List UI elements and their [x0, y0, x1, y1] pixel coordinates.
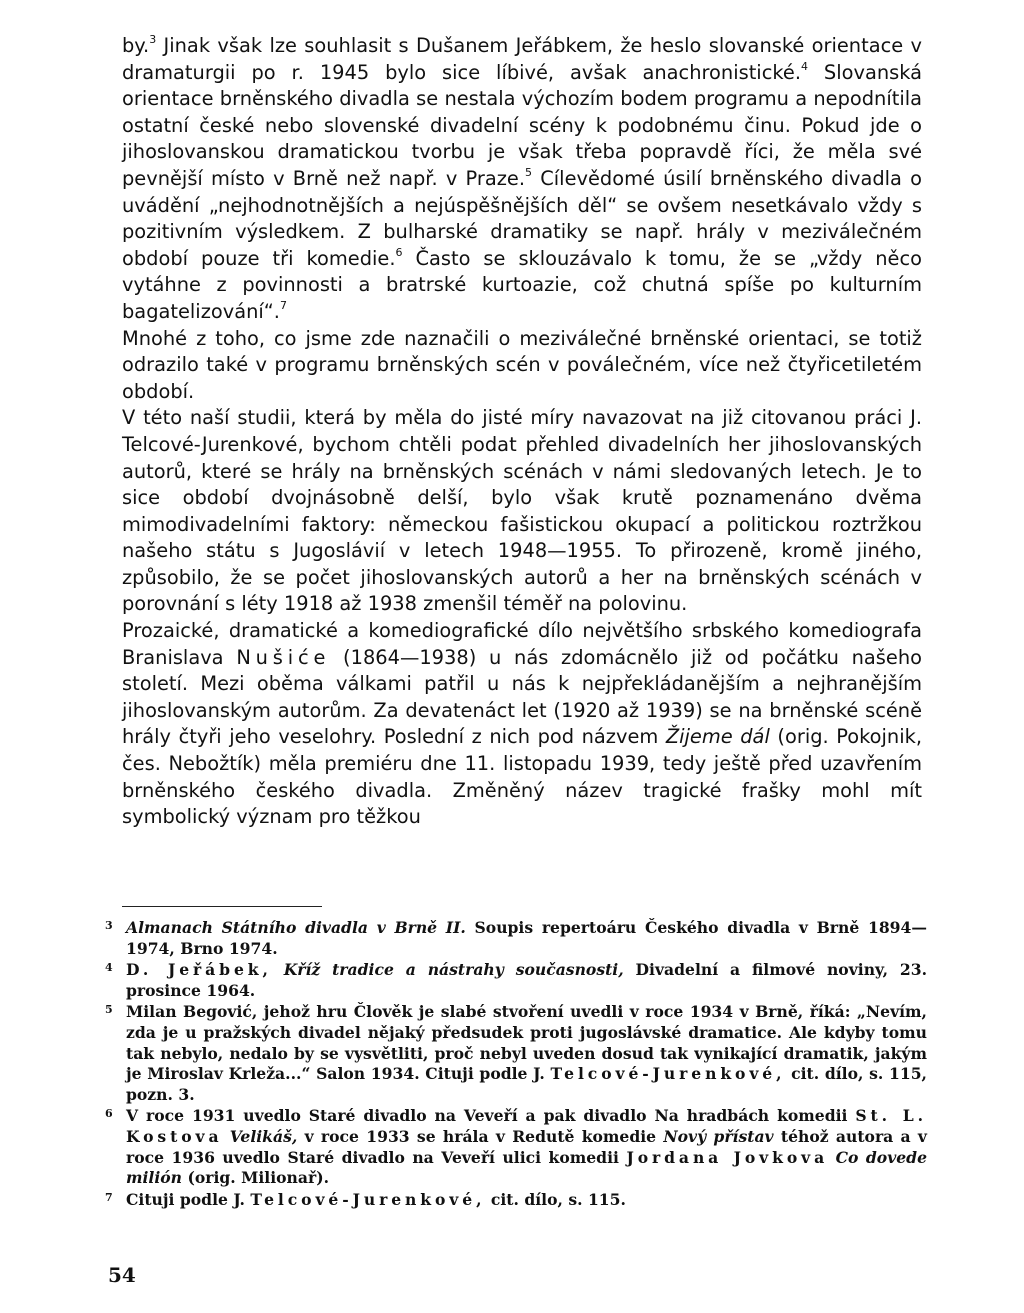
paragraph-2: Mnohé z toho, co jsme zde naznačili o meziválečné brněnské orientaci, se totiž odrazilo také v programu brněnských scén v poválečném, více než čtyřicetiletém období. [122, 326, 922, 403]
page-body [122, 33, 922, 831]
footnote-author: St. L. Kostova [126, 1106, 927, 1146]
footnote-number: 3 [105, 919, 113, 932]
footnote-text: cit. dílo, s. 115, pozn. 3. [126, 1064, 927, 1104]
footnote-4 [105, 960, 927, 1001]
footnote-text: cit. dílo, s. 115. [485, 1189, 626, 1209]
footnote-7 [105, 1190, 927, 1211]
footnote-ref: 6 [395, 245, 403, 259]
footnote-number: 5 [105, 1003, 113, 1017]
footnote-divider [122, 906, 322, 907]
text-run: Slovanská orientace brněnského divadla se nestala výchozím bodem programu a nepodnítila ostatní české nebo slovenské divadelní scény k podobnému činu. Pokud jde o jihoslovanskou dramatickou tvorbu je však třeba popravdě říci, že měla své pevnější místo v Brně než např. v Praze. [122, 60, 922, 190]
footnote-ref: 5 [525, 165, 533, 179]
footnote-text: téhož autora a v roce 1936 uvedlo Staré divadlo na Veveří ulici komedii [126, 1126, 927, 1167]
footnote-title: Kříž tradice a nástrahy současnosti, [283, 960, 624, 980]
footnote-number: 4 [105, 961, 113, 975]
spaced-author-name: Nušiće [236, 645, 331, 669]
footnote-title: Velikáš, [229, 1126, 298, 1146]
footnote-text: Soupis repertoáru Českého divadla v Brně 1894—1974, Brno 1974. [126, 918, 927, 958]
text-run: (orig. Pokojnik, čes. Nebožtík) měla premiéru dne 11. listopadu 1939, tedy ještě před uzavřením brněnského českého divadla. Změněný název tragické frašky mohl mít symbolický význam pro těžkou [122, 725, 922, 829]
footnote-ref: 7 [279, 298, 287, 312]
footnote-author: D. Jeřábek, [126, 960, 272, 980]
footnote-text: Cituji podle J. [126, 1189, 251, 1209]
footnote-text: Milan Begović, jehož hru Člověk je slabé stvoření uvedli v roce 1934 v Brně, říká: „Nevím, zda je u pražských divadel nějaký předsudek proti jugoslávské dramatice. Ale kdyby tomu tak nebylo, nedalo by se vysvětliti, proč nebyl uveden dosud tak vynikající dramatik, jakým je Miroslav Krleža...“ Salon 1934. Cituji podle J. [126, 1002, 927, 1084]
footnote-number: 6 [105, 1107, 113, 1121]
footnote-ref: 4 [800, 59, 808, 73]
footnote-3 [105, 918, 927, 959]
footnotes [105, 918, 927, 1211]
footnote-author: Telcové-Jurenkové, [550, 1064, 786, 1084]
paragraph-1 [122, 33, 922, 326]
text-run: Jinak však lze souhlasit s Dušanem Jeřábkem, že heslo slovanské orientace v dramaturgii po r. 1945 bylo sice líbivé, avšak anachronistické. [122, 34, 922, 84]
footnote-text: v roce 1933 se hrála v Redutě komedie [297, 1126, 664, 1146]
page-number: 54 [108, 1263, 136, 1287]
text-run: Často se sklouzávalo k tomu, že se „vždy něco vytáhne z povinnosti a bratrské kurtoazie, což chutná spíše po kulturním bagatelizování“. [122, 246, 922, 323]
footnote-6 [105, 1106, 927, 1188]
footnote-ref: 3 [149, 33, 157, 46]
main-text [122, 33, 922, 831]
text-run: (1864—1938) u nás zdomácnělo již od počátku našeho století. Mezi oběma válkami patřil u nás k nejpřekládanějším a nejhranějším jihoslovanským autorům. Za devatenáct let (1920 až 1939) se na brněnské scéně hrály čtyři jeho veselohry. Poslední z nich pod názvem [122, 645, 922, 749]
footnote-text: Divadelní a filmové noviny, 23. prosince 1964. [126, 960, 928, 1000]
text-run: Prozaické, dramatické a komediografické dílo největšího srbského komediografa Branislava [122, 619, 922, 669]
italic-title: Žijeme dál [665, 725, 770, 749]
footnote-text: V roce 1931 uvedlo Staré divadlo na Veveří a pak divadlo Na hradbách komedii [126, 1106, 856, 1126]
text-run: Cílevědomé úsilí brněnského divadla o uvádění „nejhodnotnějších a nejúspěšnějších děl“ se ovšem nesetkávalo vždy s pozitivním výsledkem. Z bulharské dramatiky se např. hrály v meziválečném období pouze tři komedie. [122, 166, 922, 270]
footnote-text: (orig. Milionař). [182, 1168, 330, 1188]
paragraph-3: V této naší studii, která by měla do jisté míry navazovat na již citovanou práci J. Telcové-Jurenkové, bychom chtěli podat přehled divadelních her jihoslovanských autorů, které se hrály na brněnských scénách v námi sledovaných letech. Je to sice období dvojnásobně delší, bylo však krutě poznamenáno dvěma mimodivadelními faktory: německou fašistickou okupací a politickou roztržkou našeho státu s Jugoslávií v letech 1948—1955. To přirozeně, kromě jiného, způsobilo, že se počet jihoslovanských autorů a her na brněnských scénách v porovnání s léty 1918 až 1938 zmenšil téměř na polovinu. [122, 406, 922, 616]
footnote-title: Almanach Státního divadla v Brně II. [126, 918, 466, 937]
paragraph-4 [122, 618, 922, 831]
footnote-author: Jordana Jovkova [626, 1147, 829, 1167]
footnote-5 [105, 1002, 927, 1105]
footnote-author: Telcové-Jurenkové, [250, 1189, 486, 1209]
footnote-number: 7 [105, 1190, 113, 1204]
text-run: by. [122, 34, 150, 57]
footnote-title: Nový přístav [663, 1126, 774, 1146]
footnote-title: Co dovede milión [126, 1147, 928, 1188]
